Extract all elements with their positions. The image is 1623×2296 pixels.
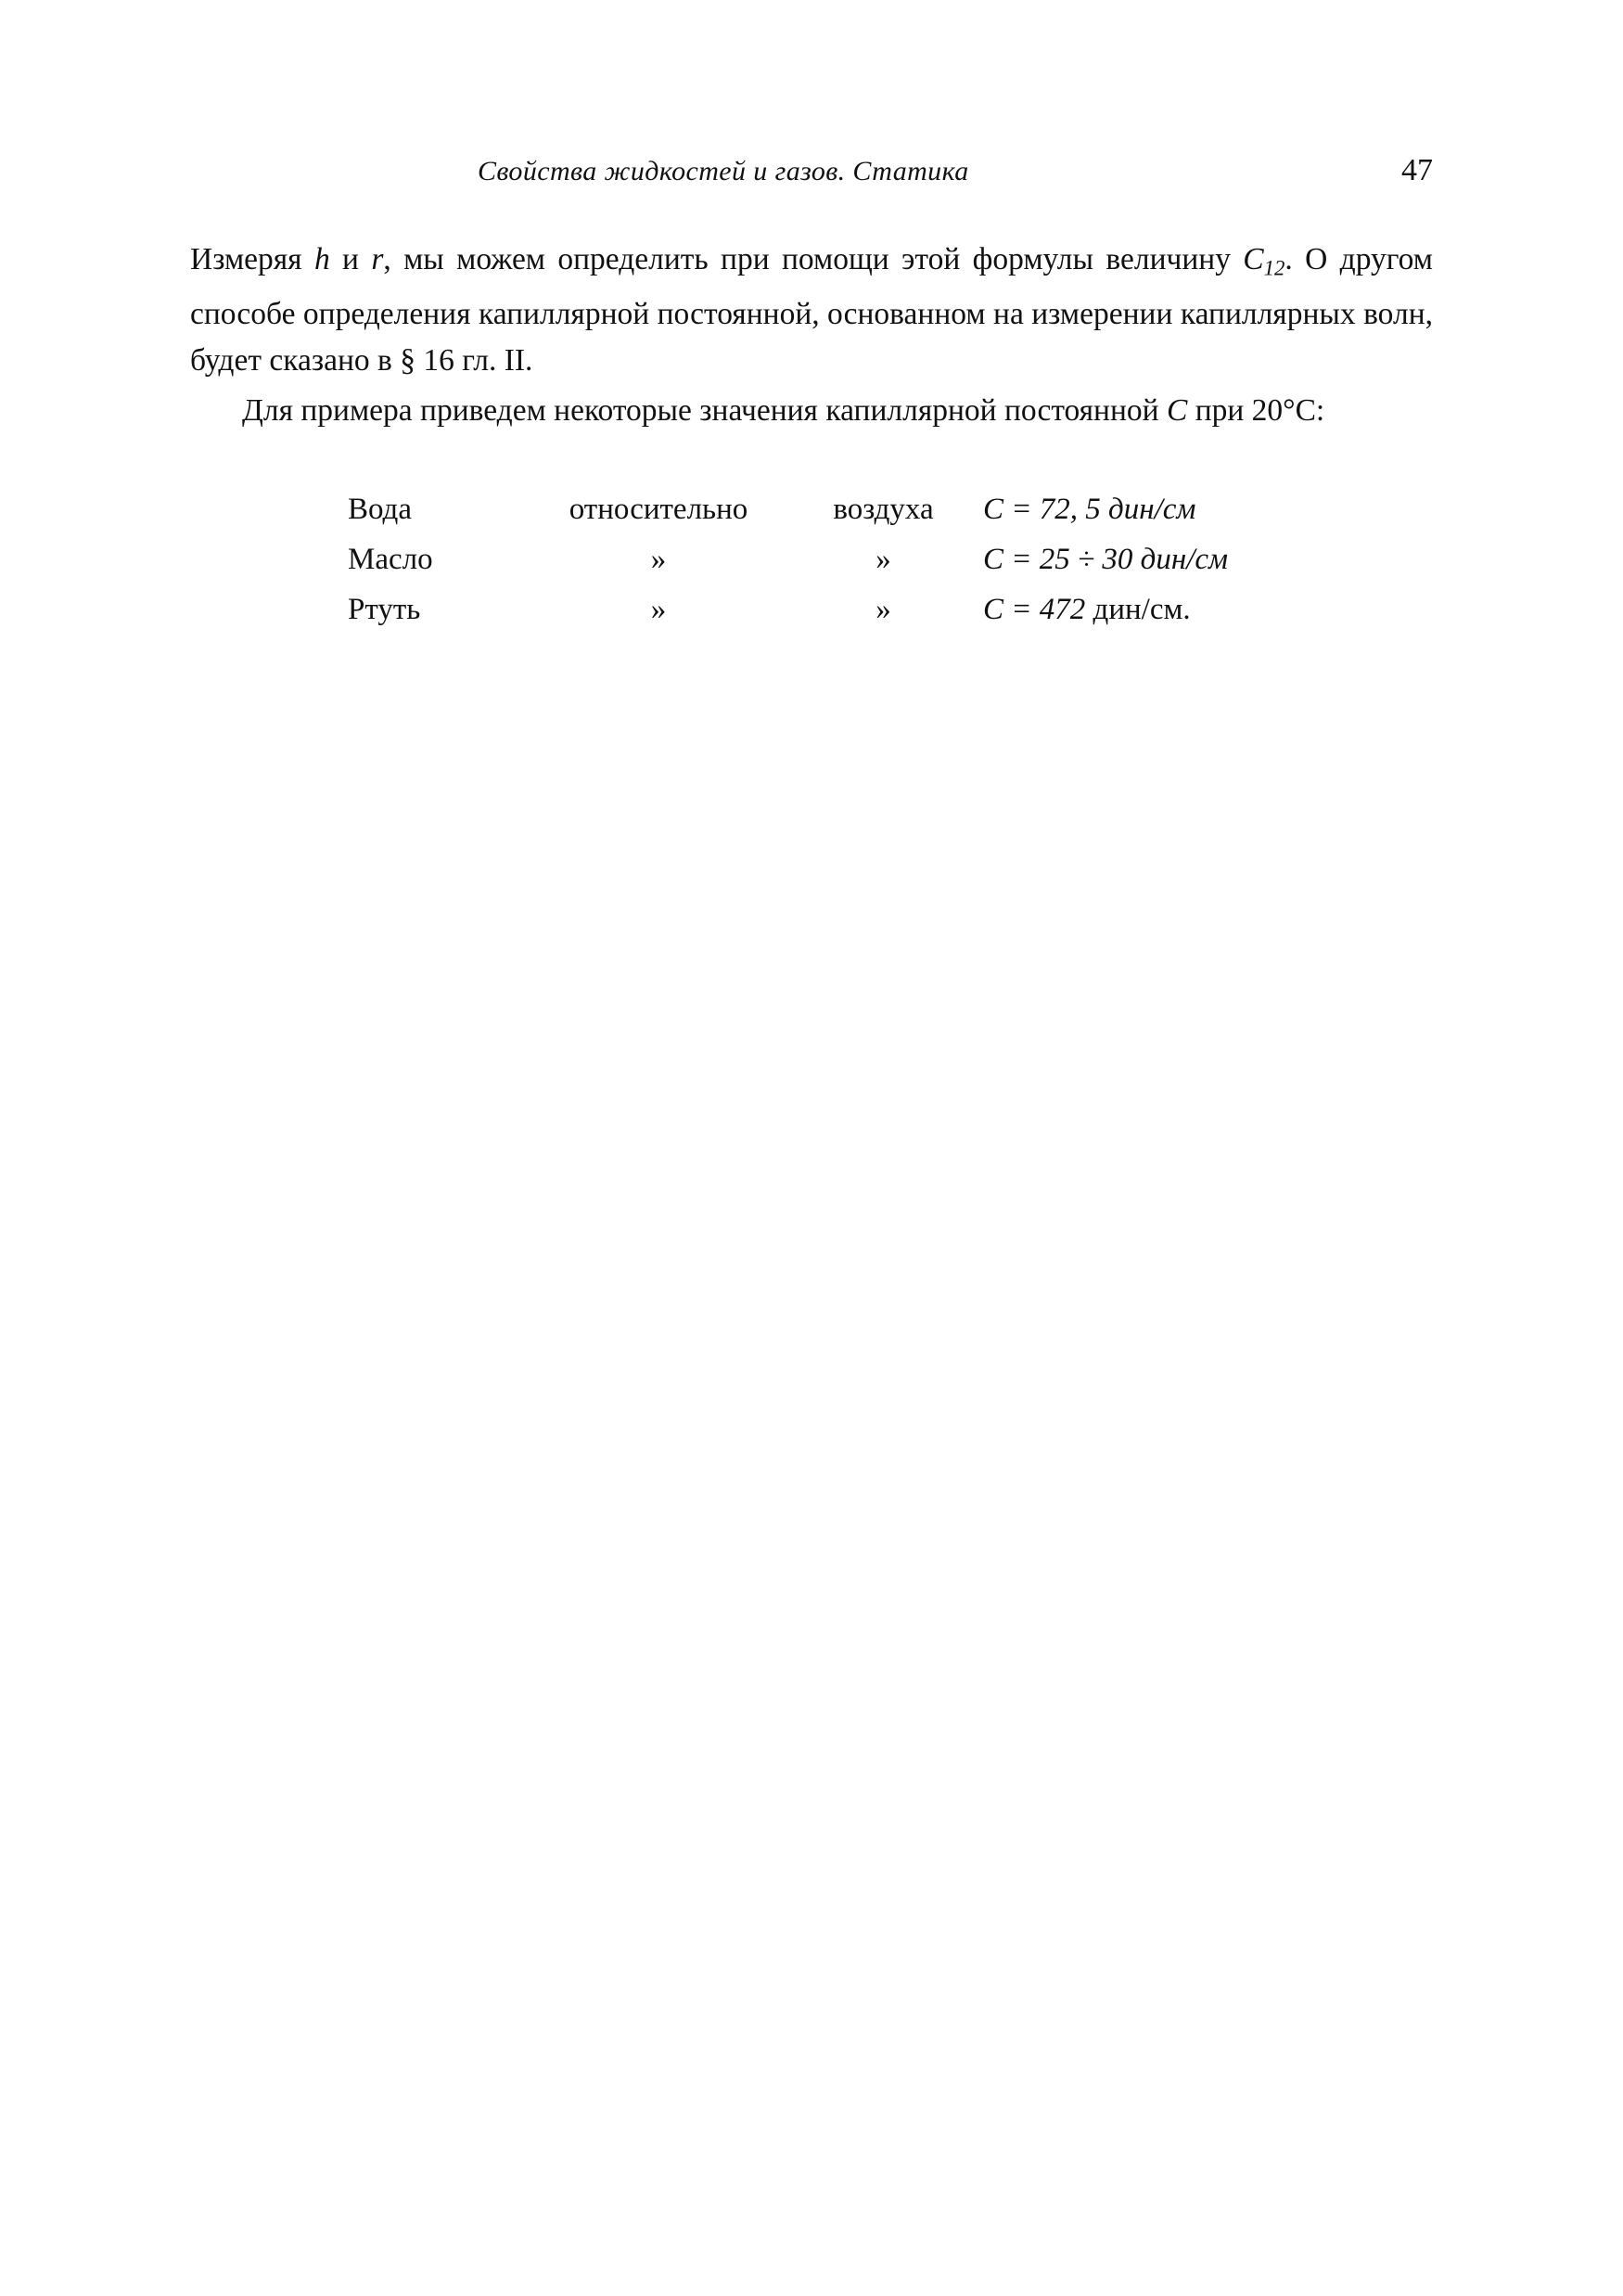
running-head-title: Свойства жидкостей и газов. Статика [478, 156, 969, 186]
formula-value: 72, 5 [1039, 493, 1101, 527]
formula-lhs: C [983, 543, 1004, 577]
cell-value [983, 484, 1228, 534]
cell-substance: Ртуть [348, 593, 421, 627]
paragraph-1-text-d: . О другом способе определения капиллярной постоянной, основанном на измерении капиллярных волн, будет сказано в § 16 гл. II. [190, 242, 1433, 378]
cell-value [983, 584, 1228, 635]
formula-units: дин/см [1140, 543, 1229, 577]
formula-eq: = [1003, 543, 1040, 577]
page-content [190, 153, 1433, 635]
math-h: h [313, 242, 330, 276]
capillary-constant-table [348, 484, 1228, 635]
table-row [348, 484, 1228, 534]
cell-relation: относительно [569, 493, 748, 527]
paragraph-2 [190, 388, 1433, 434]
math-C-subscript: 12 [1263, 256, 1285, 280]
math-C-2: C [1166, 393, 1188, 429]
running-head [190, 153, 1433, 188]
cell-object: » [875, 543, 891, 577]
formula-eq: = [1003, 593, 1040, 627]
formula-units: дин/см [1108, 493, 1196, 527]
table-row [348, 584, 1228, 635]
paragraph-2-text-a: Для примера приведем некоторые значения капиллярной постоянной [242, 393, 1167, 429]
cell-object: воздуха [833, 493, 934, 527]
cell-object: » [875, 593, 891, 627]
cell-substance: Масло [348, 543, 433, 577]
paragraph-1-text-c: , мы можем определить при помощи этой формулы величину [383, 242, 1244, 276]
paragraph-1-text-a: Измеряя [190, 242, 314, 276]
math-r: r [371, 242, 384, 276]
formula-eq: = [1003, 493, 1040, 527]
formula-units: дин/см. [1093, 593, 1191, 627]
formula-value: 472 [1039, 593, 1086, 627]
cell-substance: Вода [348, 493, 412, 527]
paragraph-2-text-b: при 20°C: [1187, 393, 1325, 429]
cell-relation: » [650, 543, 667, 577]
cell-relation: » [650, 593, 667, 627]
table-row [348, 534, 1228, 584]
math-C: C [1243, 242, 1264, 276]
formula-value: 25 ÷ 30 [1039, 543, 1133, 577]
formula-lhs: C [983, 593, 1004, 627]
paragraph-1 [190, 237, 1433, 384]
paragraph-1-text-b: и [329, 242, 372, 276]
formula-lhs: C [983, 493, 1004, 527]
page-number: 47 [1401, 153, 1433, 187]
cell-value [983, 534, 1228, 584]
